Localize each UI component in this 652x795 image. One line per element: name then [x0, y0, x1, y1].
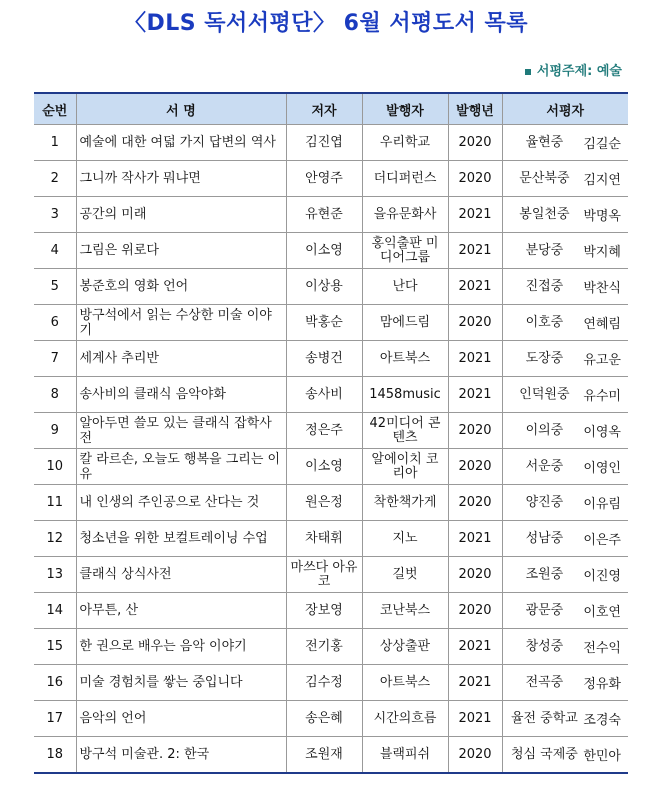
row-number: 4 — [34, 233, 76, 269]
book-author: 원은정 — [286, 485, 362, 521]
reviewer-school: 이의중 — [525, 422, 564, 438]
reviewer-name: 김지연 — [583, 173, 621, 188]
reviewer-name: 유고운 — [583, 353, 621, 368]
table-row — [34, 629, 628, 665]
book-title: 세계사 추리반 — [76, 341, 286, 377]
header-number: 순번 — [34, 93, 76, 125]
table-row — [34, 737, 628, 774]
book-author: 이소영 — [286, 233, 362, 269]
book-author: 송사비 — [286, 377, 362, 413]
reviewer-name: 이영옥 — [583, 425, 621, 440]
row-number: 18 — [34, 737, 76, 774]
reviewer-school: 창성중 — [525, 638, 564, 654]
book-title: 청소년을 위한 보컬트레이닝 수업 — [76, 521, 286, 557]
table-row — [34, 557, 628, 593]
reviewer-school: 인덕원중 — [519, 386, 570, 402]
publish-year: 2021 — [448, 377, 502, 413]
book-title: 그니까 작사가 뭐냐면 — [76, 161, 286, 197]
reviewer-cell — [502, 341, 628, 377]
book-publisher: 아트북스 — [362, 665, 448, 701]
reviewer-cell — [502, 449, 628, 485]
table-row — [34, 269, 628, 305]
reviewer-cell — [502, 305, 628, 341]
book-author: 전기홍 — [286, 629, 362, 665]
publish-year: 2020 — [448, 305, 502, 341]
row-number: 2 — [34, 161, 76, 197]
book-author: 송은혜 — [286, 701, 362, 737]
book-publisher: 맘에드림 — [362, 305, 448, 341]
book-author: 김진엽 — [286, 125, 362, 161]
table-row — [34, 521, 628, 557]
reviewer-cell — [502, 485, 628, 521]
table-row — [34, 305, 628, 341]
reviewer-cell — [502, 413, 628, 449]
reviewer-cell — [502, 197, 628, 233]
book-title: 송사비의 클래식 음악야화 — [76, 377, 286, 413]
book-author: 차태휘 — [286, 521, 362, 557]
book-author: 조원재 — [286, 737, 362, 774]
book-title: 미술 경험치를 쌓는 중입니다 — [76, 665, 286, 701]
reviewer-name: 김길순 — [583, 137, 621, 152]
book-author: 이상용 — [286, 269, 362, 305]
book-title: 봉준호의 영화 언어 — [76, 269, 286, 305]
reviewer-cell — [502, 521, 628, 557]
row-number: 7 — [34, 341, 76, 377]
publish-year: 2020 — [448, 161, 502, 197]
square-bullet-icon — [525, 69, 531, 75]
book-title: 한 권으로 배우는 음악 이야기 — [76, 629, 286, 665]
row-number: 8 — [34, 377, 76, 413]
reviewer-cell — [502, 593, 628, 629]
publish-year: 2021 — [448, 629, 502, 665]
publish-year: 2020 — [448, 449, 502, 485]
book-publisher: 착한책가게 — [362, 485, 448, 521]
book-publisher: 시간의흐름 — [362, 701, 448, 737]
publish-year: 2020 — [448, 485, 502, 521]
reviewer-name: 한민아 — [583, 749, 621, 764]
book-publisher: 지노 — [362, 521, 448, 557]
review-subject-label: 서평주제: 예술 — [536, 64, 622, 79]
book-publisher: 상상출판 — [362, 629, 448, 665]
reviewer-name: 이유림 — [583, 497, 621, 512]
book-publisher: 42미디어 콘텐츠 — [362, 413, 448, 449]
reviewer-name: 조경숙 — [583, 713, 621, 728]
book-publisher: 우리학교 — [362, 125, 448, 161]
table-row — [34, 449, 628, 485]
row-number: 5 — [34, 269, 76, 305]
row-number: 16 — [34, 665, 76, 701]
row-number: 10 — [34, 449, 76, 485]
book-publisher: 길벗 — [362, 557, 448, 593]
reviewer-school: 도장중 — [525, 350, 564, 366]
book-author: 이소영 — [286, 449, 362, 485]
publish-year: 2021 — [448, 197, 502, 233]
book-author: 마쓰다 아유코 — [286, 557, 362, 593]
publish-year: 2020 — [448, 125, 502, 161]
reviewer-cell — [502, 629, 628, 665]
header-title: 서 명 — [76, 93, 286, 125]
reviewer-name: 박찬식 — [583, 281, 621, 296]
table-row — [34, 161, 628, 197]
book-publisher: 더디퍼런스 — [362, 161, 448, 197]
reviewer-school: 이호중 — [525, 314, 564, 330]
book-title: 알아두면 쓸모 있는 클래식 잡학사전 — [76, 413, 286, 449]
book-publisher: 1458music — [362, 377, 448, 413]
publish-year: 2020 — [448, 737, 502, 774]
book-author: 정은주 — [286, 413, 362, 449]
book-author: 안영주 — [286, 161, 362, 197]
book-author: 장보영 — [286, 593, 362, 629]
reviewer-cell — [502, 161, 628, 197]
review-subject — [525, 60, 622, 79]
book-title: 방구석에서 읽는 수상한 미술 이야기 — [76, 305, 286, 341]
row-number: 1 — [34, 125, 76, 161]
book-title: 음악의 언어 — [76, 701, 286, 737]
table-row — [34, 197, 628, 233]
reviewer-school: 봉일천중 — [519, 206, 570, 222]
row-number: 6 — [34, 305, 76, 341]
reviewer-school: 성남중 — [525, 530, 564, 546]
reviewer-name: 전수익 — [583, 641, 621, 656]
reviewer-cell — [502, 737, 628, 774]
row-number: 13 — [34, 557, 76, 593]
reviewer-cell — [502, 269, 628, 305]
reviewer-name: 유수미 — [583, 389, 621, 404]
table-row — [34, 665, 628, 701]
reviewer-school: 전곡중 — [525, 674, 564, 690]
reviewer-cell — [502, 125, 628, 161]
header-year: 발행년 — [448, 93, 502, 125]
reviewer-name: 이호연 — [583, 605, 621, 620]
publish-year: 2020 — [448, 557, 502, 593]
row-number: 9 — [34, 413, 76, 449]
reviewer-school: 분당중 — [525, 242, 564, 258]
header-publisher: 발행자 — [362, 93, 448, 125]
book-publisher: 알에이치 코리아 — [362, 449, 448, 485]
book-publisher: 코난북스 — [362, 593, 448, 629]
reviewer-cell — [502, 377, 628, 413]
publish-year: 2020 — [448, 413, 502, 449]
table-row — [34, 413, 628, 449]
header-author: 저자 — [286, 93, 362, 125]
reviewer-cell — [502, 557, 628, 593]
table-row — [34, 377, 628, 413]
table-row — [34, 233, 628, 269]
reviewer-cell — [502, 701, 628, 737]
row-number: 12 — [34, 521, 76, 557]
reviewer-school: 율전 중학교 — [510, 710, 578, 726]
reviewer-school: 청심 국제중 — [510, 746, 578, 762]
book-title: 예술에 대한 여덟 가지 답변의 역사 — [76, 125, 286, 161]
reviewer-cell — [502, 233, 628, 269]
book-author: 김수정 — [286, 665, 362, 701]
book-publisher: 블랙피쉬 — [362, 737, 448, 774]
book-author: 송병건 — [286, 341, 362, 377]
table-row — [34, 485, 628, 521]
book-author: 박홍순 — [286, 305, 362, 341]
book-title: 그림은 위로다 — [76, 233, 286, 269]
row-number: 3 — [34, 197, 76, 233]
book-title: 방구석 미술관. 2: 한국 — [76, 737, 286, 774]
book-publisher: 홍익출판 미디어그룹 — [362, 233, 448, 269]
reviewer-cell — [502, 665, 628, 701]
header-reviewer: 서평자 — [502, 93, 628, 125]
reviewer-school: 율현중 — [525, 134, 564, 150]
publish-year: 2021 — [448, 701, 502, 737]
row-number: 11 — [34, 485, 76, 521]
table-header-row — [34, 93, 628, 125]
book-publisher: 을유문화사 — [362, 197, 448, 233]
book-title: 클래식 상식사전 — [76, 557, 286, 593]
book-publisher: 아트북스 — [362, 341, 448, 377]
reviewer-name: 박명옥 — [583, 209, 621, 224]
reviewer-name: 박지혜 — [583, 245, 621, 260]
book-title: 내 인생의 주인공으로 산다는 것 — [76, 485, 286, 521]
reviewer-school: 진접중 — [525, 278, 564, 294]
reviewer-school: 광문중 — [525, 602, 564, 618]
reviewer-name: 이진영 — [583, 569, 621, 584]
book-author: 유현준 — [286, 197, 362, 233]
book-list-table — [34, 92, 628, 774]
book-publisher: 난다 — [362, 269, 448, 305]
publish-year: 2021 — [448, 341, 502, 377]
publish-year: 2021 — [448, 665, 502, 701]
book-title: 공간의 미래 — [76, 197, 286, 233]
reviewer-name: 정유화 — [583, 677, 621, 692]
table-row — [34, 125, 628, 161]
publish-year: 2021 — [448, 269, 502, 305]
reviewer-school: 서운중 — [525, 458, 564, 474]
row-number: 14 — [34, 593, 76, 629]
publish-year: 2021 — [448, 233, 502, 269]
table-row — [34, 701, 628, 737]
table-row — [34, 341, 628, 377]
reviewer-name: 연혜림 — [583, 317, 621, 332]
book-title: 아무튼, 산 — [76, 593, 286, 629]
row-number: 17 — [34, 701, 76, 737]
publish-year: 2021 — [448, 521, 502, 557]
reviewer-name: 이영인 — [583, 461, 621, 476]
table-row — [34, 593, 628, 629]
reviewer-school: 양진중 — [525, 494, 564, 510]
publish-year: 2020 — [448, 593, 502, 629]
row-number: 15 — [34, 629, 76, 665]
reviewer-school: 조원중 — [525, 566, 564, 582]
page-title: 〈DLS 독서서평단〉 6월 서평도서 목록 — [123, 11, 529, 36]
reviewer-name: 이은주 — [583, 533, 621, 548]
book-title: 칼 라르손, 오늘도 행복을 그리는 이유 — [76, 449, 286, 485]
reviewer-school: 문산북중 — [519, 170, 570, 186]
